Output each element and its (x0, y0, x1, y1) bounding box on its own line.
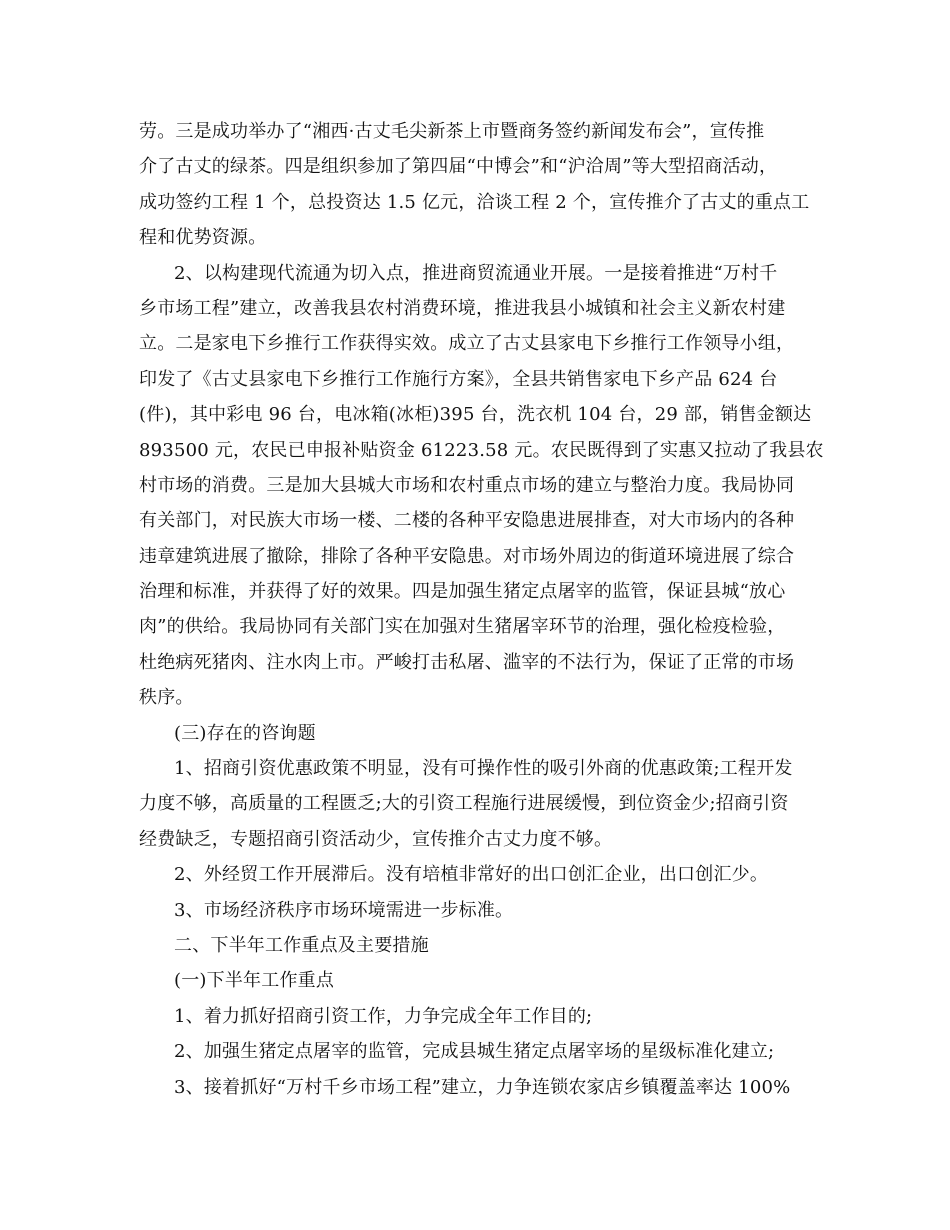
text-line: 秩序。 (139, 687, 194, 709)
text-line: 2、以构建现代流通为切入点，推进商贸流通业开展。一是接着推进“万村千 (174, 262, 778, 284)
text-line: 3、市场经济秩序市场环境需进一步标准。 (174, 899, 514, 921)
text-line: (件)，其中彩电 96 台，电冰箱(冰柜)395 台，洗衣机 104 台，29 部，销售金额达 (139, 404, 812, 426)
text-line: 力度不够，高质量的工程匮乏;大的引资工程施行进展缓慢，到位资金少;招商引资 (139, 793, 789, 815)
text-line: (一)下半年工作重点 (174, 970, 335, 992)
text-line: 二、下半年工作重点及主要措施 (174, 934, 429, 956)
text-line: 1、着力抓好招商引资工作，力争完成全年工作目的; (174, 1005, 593, 1027)
text-line: 1、招商引资优惠政策不明显，没有可操作性的吸引外商的优惠政策;工程开发 (174, 758, 793, 780)
text-line: 立。二是家电下乡推行工作获得实效。成立了古丈县家电下乡推行工作领导小组， (139, 333, 795, 355)
text-line: 经费缺乏，专题招商引资活动少，宣传推介古丈力度不够。 (139, 828, 613, 850)
text-line: 治理和标准，并获得了好的效果。四是加强生猪定点屠宰的监管，保证县城“放心 (139, 581, 786, 603)
text-line: 893500 元，农民已申报补贴资金 61223.58 元。农民既得到了实惠又拉动了我县农 (139, 439, 824, 461)
text-line: 村市场的消费。三是加大县城大市场和农村重点市场的建立与整治力度。我局协同 (139, 474, 795, 496)
text-line: 有关部门，对民族大市场一楼、二楼的各种平安隐患进展排查，对大市场内的各种 (139, 510, 795, 532)
text-line: 3、接着抓好“万村千乡市场工程”建立，力争连锁农家店乡镇覆盖率达 100% (174, 1076, 791, 1098)
document-body (139, 114, 824, 1105)
text-line: 肉”的供给。我局协同有关部门实在加强对生猪屠宰环节的治理，强化检疫检验， (139, 616, 786, 638)
text-line: 2、加强生猪定点屠宰的监管，完成县城生猪定点屠宰场的星级标准化建立; (174, 1041, 775, 1063)
text-line: 杜绝病死猪肉、注水肉上市。严峻打击私屠、滥宰的不法行为，保证了正常的市场 (139, 651, 795, 673)
text-line: 印发了《古丈县家电下乡推行工作施行方案》，全县共销售家电下乡产品 624 台 (139, 368, 778, 390)
text-line: 介了古丈的绿茶。四是组织参加了第四届“中博会”和“沪洽周”等大型招商活动， (139, 156, 778, 178)
text-line: 乡市场工程”建立，改善我县农村消费环境，推进我县小城镇和社会主义新农村建 (139, 297, 786, 319)
text-line: 程和优势资源。 (139, 227, 267, 249)
text-line: 2、外经贸工作开展滞后。没有培植非常好的出口创汇企业，出口创汇少。 (174, 864, 769, 886)
text-line: 劳。三是成功举办了“湘西·古丈毛尖新茶上市暨商务签约新闻发布会”，宣传推 (139, 121, 765, 142)
text-line: 违章建筑进展了撤除，排除了各种平安隐患。对市场外周边的街道环境进展了综合 (139, 545, 795, 567)
text-line: (三)存在的咨询题 (174, 722, 316, 744)
text-line: 成功签约工程 1 个，总投资达 1.5 亿元，洽谈工程 2 个，宣传推介了古丈的重点工 (139, 191, 810, 213)
